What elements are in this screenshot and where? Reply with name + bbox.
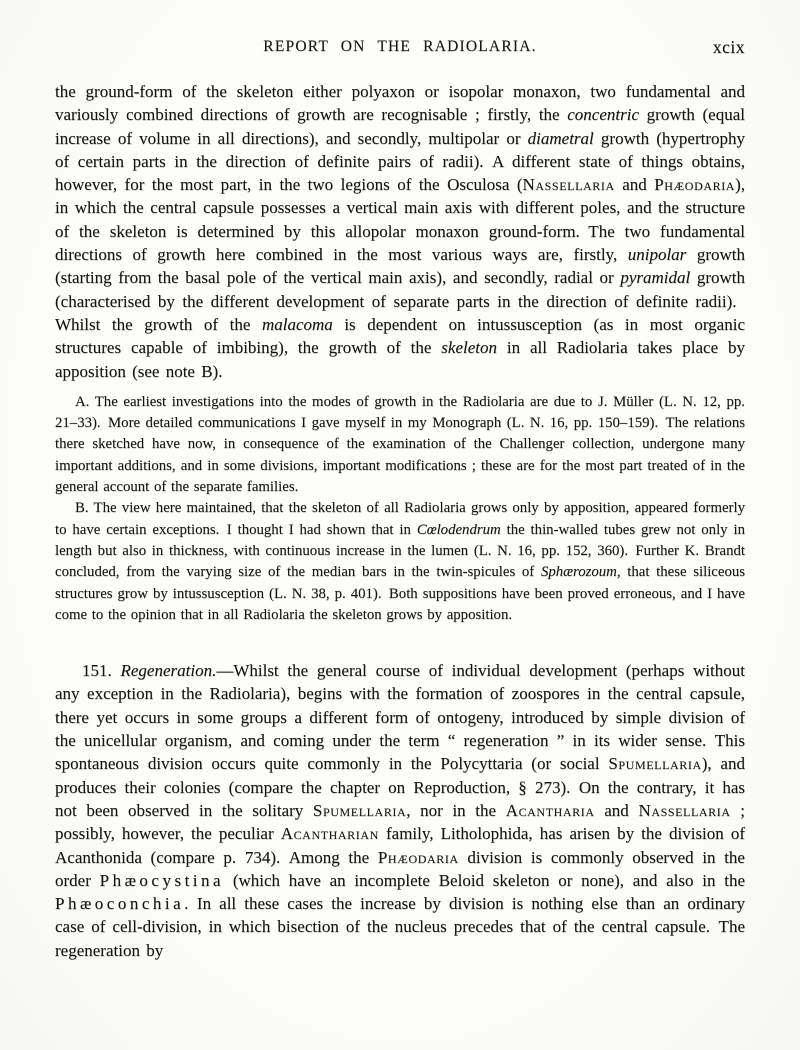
text-run-italic: unipolar [627, 245, 687, 265]
text-run: and [614, 175, 655, 195]
text-run-smallcaps: Phæodaria [654, 175, 736, 195]
text-run: —Whilst the general course of individual development (perhaps without any exception in the Radiolaria), begins with the formation of zoospores in the central capsule, there yet occurs in some groups a different form of ontogeny, introduced by simple division of the unicellular organism, and coming under the term “ regeneration ” in its wider sense. This spontaneous division occurs quite commonly in the Polycyttaria (or social [55, 661, 746, 774]
text-run: . In all these cases the increase by division is nothing else than an ordinary case of cell-division, in which bisection of the nucleus precedes that of the central capsule. The regeneration by [55, 894, 745, 960]
footnote-a [55, 392, 745, 498]
text-run: and [594, 800, 639, 820]
text-run: (which have an incomplete Beloid skeleton or none), and also in the [224, 870, 745, 890]
paragraph-growth-directions [55, 80, 745, 383]
text-run: growth (starting from the basal pole of the vertical main axis), and secondly, radial or [55, 245, 745, 288]
text-run-italic: diametral [527, 128, 594, 148]
text-run-italic: Cœlodendrum [416, 521, 501, 538]
text-run: , nor in the [406, 800, 506, 820]
text-run-smallcaps: Nassellaria [522, 175, 615, 195]
text-run: division is commonly observed in the order [55, 847, 745, 890]
text-run-smallcaps: Nassellaria [638, 800, 731, 820]
text-run: family, Litholophida, has arisen by the division of Acanthonida (compare p. 734). Among the [55, 824, 746, 867]
text-run: ), in which the central capsule possesses a vertical main axis with different poles, and the structure of the skeleton is determined by this allopolar monaxon ground-form. The two fundamental directions of growth here combined in the most various ways are, firstly, [55, 175, 745, 265]
page-header [55, 38, 745, 62]
text-run: 151. [82, 661, 121, 681]
text-run: ; possibly, however, the peculiar [55, 800, 746, 844]
text-run: ), and produces their colonies (compare the chapter on Reproduction, § 273). On the contrary, it has not been observed in the solitary [55, 754, 745, 820]
text-run: growth (hypertrophy of certain parts in the direction of definite pairs of radii). A different state of things obtains, however, for the most part, in the two legions of the Osculosa ( [55, 128, 745, 195]
text-run-smallcaps: Spumellaria [312, 800, 407, 820]
text-run: growth (equal increase of volume in all directions), and secondly, multipolar or [55, 105, 745, 148]
text-run-spaced: Phæoconchia [55, 894, 185, 914]
paragraph-151-regeneration [55, 659, 745, 962]
text-run: A. The earliest investigations into the modes of growth in the Radiolaria are due to J. Müller (L. N. 12, pp. 21–33). More detailed communications I gave myself in my Monograph (L. N. 16, pp. 150–159). The relations there sketched have now, in consequence of the examination of the Challenger collection, undergone many important additions, and in some divisions, important modifications ; these are for the most part treated of in the general account of the separate families. [55, 393, 745, 496]
text-run: the ground-form of the skeleton either polyaxon or isopolar monaxon, two fundamental and variously combined directions of growth are recognisable ; firstly, the [55, 82, 745, 125]
text-run: the thin-walled tubes grew not only in length but also in thickness, with continuous increase in the lumen (L. N. 16, pp. 152, 360). Further K. Brandt concluded, from the varying size of the median bars in the twin-spicules of [55, 521, 745, 581]
running-title: REPORT ON THE RADIOLARIA. [263, 38, 537, 55]
text-run: , that these siliceous structures grow by intussusception (L. N. 38, p. 401). Both suppositions have been proved erroneous, and I have come to the opinion that in all Radiolaria the skeleton grows by apposition. [55, 564, 745, 623]
page-number: xcix [712, 37, 745, 57]
text-run: B. The view here maintained, that the skeleton of all Radiolaria grows only by apposition, appeared formerly to have certain exceptions. I thought I had shown that in [55, 500, 745, 538]
body-text [55, 80, 745, 962]
text-run-smallcaps: Acantharian [280, 824, 379, 844]
text-run-italic: malacoma [261, 314, 333, 334]
footnote-b [55, 498, 745, 626]
text-run: is dependent on intussusception (as in most organic structures capable of imbibing), the growth of the [55, 314, 745, 358]
text-run-italic: pyramidal [620, 268, 691, 288]
text-run-smallcaps: Acantharia [505, 800, 595, 820]
text-run: growth (characterised by the different development of separate parts in the direction of definite radii). Whilst the growth of the [55, 268, 745, 334]
text-run-smallcaps: Spumellaria [608, 754, 702, 774]
text-run-spaced: Phæocystina [99, 870, 225, 890]
text-run-italic: skeleton [441, 338, 497, 358]
text-run: in all Radiolaria takes place by apposition (see note B). [55, 338, 746, 381]
text-run-italic: Sphærozoum [540, 564, 617, 581]
text-run-italic: concentric [567, 105, 640, 125]
text-run-italic: Regeneration. [120, 661, 217, 681]
text-run-smallcaps: Phæodaria [377, 847, 459, 867]
